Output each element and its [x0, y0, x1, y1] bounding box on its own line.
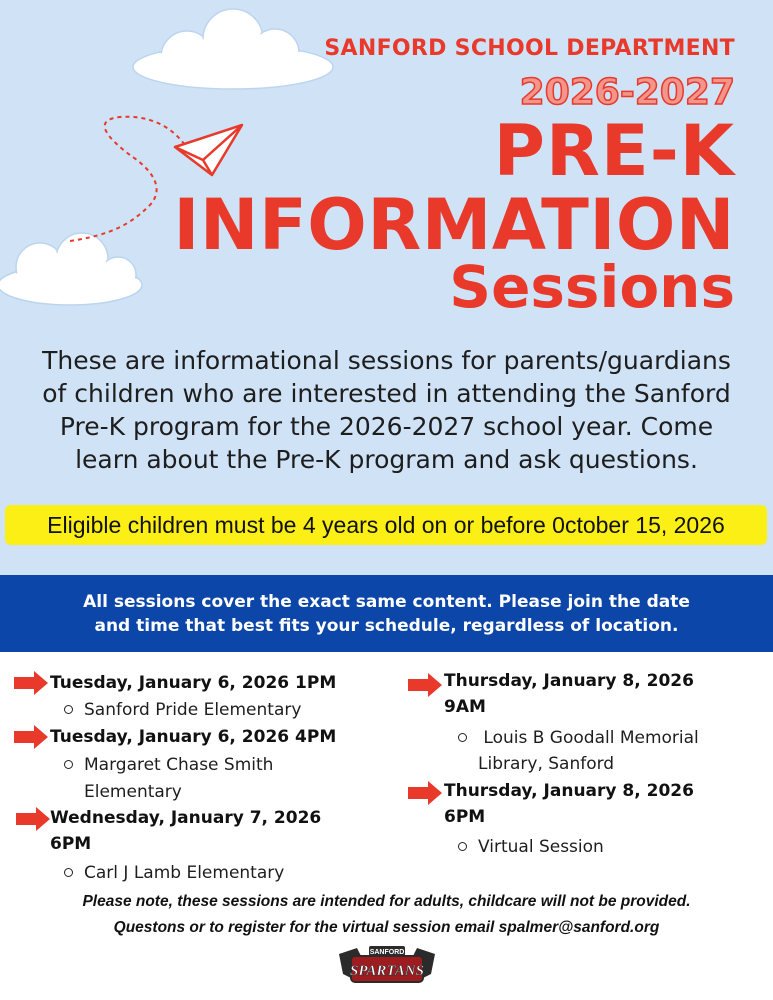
session-location: Virtual Session	[478, 837, 604, 857]
notice-line: and time that best fits your schedule, regardless of location.	[94, 616, 679, 636]
school-year: 2026-2027	[519, 72, 735, 113]
logo-top-text: SANFORD	[369, 949, 405, 956]
register-note: Questons or to register for the virtual session email spalmer@sanford.org	[113, 919, 660, 936]
department-name: SANFORD SCHOOL DEPARTMENT	[324, 36, 735, 61]
session-time: 9AM	[444, 697, 486, 717]
bullet-icon	[64, 868, 73, 877]
intro-paragraph	[20, 344, 753, 476]
bullet-icon	[458, 842, 467, 851]
logo-name: SPARTANS	[350, 963, 424, 979]
session-location: Carl J Lamb Elementary	[84, 863, 285, 883]
bullet-icon	[64, 760, 73, 769]
session-location: Louis B Goodall Memorial	[478, 728, 699, 748]
session-time: Tuesday, January 6, 2026 1PM	[50, 673, 337, 693]
session-time: Wednesday, January 7, 2026	[50, 808, 322, 828]
page-title-information: INFORMATION	[173, 184, 735, 266]
spartans-logo	[335, 944, 439, 990]
page-title-prek: PRE-K	[493, 110, 735, 192]
session-time: Thursday, January 8, 2026	[444, 781, 694, 801]
session-time: Thursday, January 8, 2026	[444, 671, 694, 691]
arrow-right-icon	[408, 673, 442, 697]
session-location: Library, Sanford	[478, 754, 615, 774]
intro-line: of children who are interested in attending the Sanford	[42, 379, 731, 408]
intro-line: Pre-K program for the 2026-2027 school year. Come	[59, 412, 714, 441]
session-location: Elementary	[84, 782, 182, 802]
childcare-note: Please note, these sessions are intended for adults, childcare will not be provided.	[82, 893, 691, 910]
arrow-right-icon	[16, 807, 50, 831]
cloud-icon	[125, 5, 340, 95]
arrow-right-icon	[14, 671, 48, 695]
bullet-icon	[64, 705, 73, 714]
bullet-icon	[458, 733, 467, 742]
session-time: 6PM	[444, 807, 486, 827]
arrow-right-icon	[14, 725, 48, 749]
intro-line: learn about the Pre-K program and ask questions.	[75, 445, 698, 474]
eligibility-banner: Eligible children must be 4 years old on or before 0ctober 15, 2026	[5, 505, 767, 545]
session-location: Margaret Chase Smith	[84, 755, 274, 775]
intro-line: These are informational sessions for parents/guardians	[42, 346, 731, 375]
arrow-right-icon	[408, 781, 442, 805]
session-location: Sanford Pride Elementary	[84, 700, 302, 720]
notice-text	[20, 590, 753, 638]
page-title-sessions: Sessions	[449, 253, 735, 321]
session-time: 6PM	[50, 834, 92, 854]
notice-line: All sessions cover the exact same content. Please join the date	[83, 592, 690, 612]
session-time: Tuesday, January 6, 2026 4PM	[50, 727, 337, 747]
